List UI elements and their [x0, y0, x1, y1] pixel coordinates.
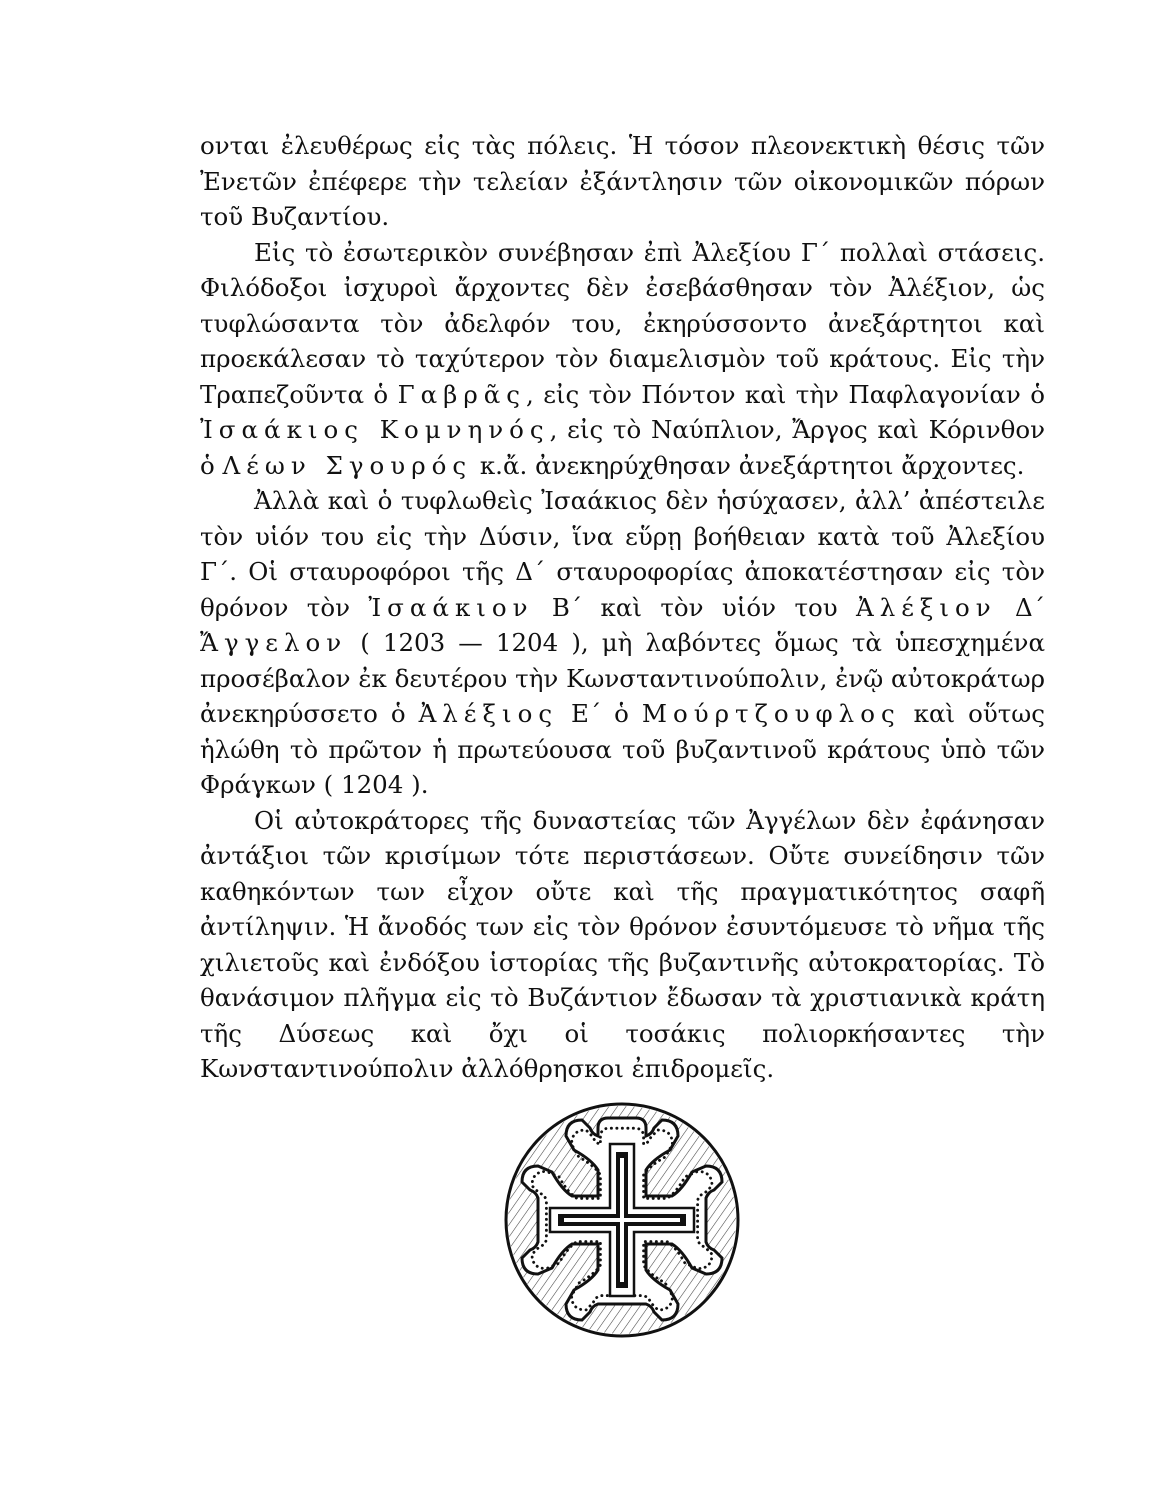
text-run: Εἰς τὸ ἐσωτερικὸν συνέβησαν ἐπὶ Ἀλεξίου Γ΄ πολλαὶ στάσεις. Φιλόδοξοι ἰσχυροὶ ἄρχοντες δὲν ἐσεβάσθησαν τὸν Ἀλέξιον, ὡς τυφλώσαντα τὸν ἀδελφόν του, ἐκηρύσσοντο ἀνεξάρτητοι καὶ προεκάλεσαν τὸ ταχύτερον τὸν διαμελισμὸν τοῦ κράτους. Εἰς τὴν Τραπεζοῦντα ὁ	[200, 237, 1045, 409]
spaced-name: Ἀλέξιον	[856, 592, 997, 622]
cross-seal-icon	[502, 1100, 742, 1340]
text-run: ονται ἐλευθέρως εἰς τὰς πόλεις. Ἡ τόσον πλεονεκτικὴ θέσις τῶν Ἐνετῶν ἐπέφερε τὴν τελείαν ἐξάντλησιν τῶν οἰκονομικῶν πόρων τοῦ Βυζαντίου.	[200, 131, 1045, 231]
spaced-name: Λέων Σγουρός	[222, 450, 473, 480]
paragraph	[200, 803, 1045, 1087]
text-run: , εἰς τὸ Ναύπλιον, Ἄργος καὶ Κόρινθον ὁ	[200, 415, 1045, 480]
spaced-name: Γαβρᾶς	[397, 379, 526, 409]
spaced-name: Ἰσαάκιον	[368, 592, 534, 622]
paragraph	[200, 235, 1045, 484]
text-run: Β΄ καὶ τὸν υἱόν του	[533, 592, 857, 622]
body-text	[200, 128, 1045, 1087]
spaced-name: Ἄγγελον	[200, 628, 348, 657]
spaced-name: Ἀλέξιος	[418, 699, 559, 728]
text-run: , εἰς τὸν Πόντον καὶ τὴν Παφλαγονίαν ὁ	[526, 379, 1045, 409]
text-run: Ἀλλὰ καὶ ὁ τυφλωθεὶς Ἰσαάκιος δὲν ἡσύχασεν, ἀλλ’ ἀπέστειλε τὸν υἱόν του εἰς τὴν Δύσιν, ἵνα εὕρῃ βοήθειαν κατὰ τοῦ Ἀλεξίου Γ΄. Οἱ σταυροφόροι τῆς Δ΄ σταυροφορίας ἀποκατέστησαν εἰς τὸν θρόνον τὸν	[200, 486, 1045, 622]
text-run: καὶ οὕτως ἡλώθη τὸ πρῶτον ἡ πρωτεύουσα τοῦ βυζαντινοῦ κράτους ὑπὸ τῶν Φράγκων ( 1204 ).	[200, 699, 1045, 799]
paragraph	[200, 483, 1045, 803]
spaced-name: Ἰσαάκιος Κομνηνός	[200, 415, 550, 444]
text-run: Ε΄ ὁ	[558, 699, 642, 728]
paragraph	[200, 128, 1045, 235]
seal-illustration	[502, 1100, 742, 1340]
text-run: Οἱ αὐτοκράτορες τῆς δυναστείας τῶν Ἀγγέλων δὲν ἐφάνησαν ἀντάξιοι τῶν κρισίμων τότε περιστάσεων. Οὔτε συνείδησιν τῶν καθηκόντων των εἶχον οὔτε καὶ τῆς πραγματικότητος σαφῆ ἀντίληψιν. Ἡ ἄνοδός των εἰς τὸν θρόνον ἐσυντόμευσε τὸ νῆμα τῆς χιλιετοῦς καὶ ἐνδόξου ἱστορίας τῆς βυζαντινῆς αὐτοκρατορίας. Τὸ θανάσιμον πλῆγμα εἰς τὸ Βυζάντιον ἔδωσαν τὰ χριστιανικὰ κράτη τῆς Δύσεως καὶ ὄχι οἱ τοσάκις πολιορκήσαντες τὴν Κωνσταντινούπολιν ἀλλόθρησκοι ἐπιδρομεῖς.	[200, 805, 1045, 1083]
text-run: Δ΄	[996, 592, 1046, 622]
text-run: κ.ἄ. ἀνεκηρύχθησαν ἀνεξάρτητοι ἄρχοντες.	[472, 450, 1025, 480]
spaced-name: Μούρτζουφλος	[641, 699, 901, 728]
text-run: ( 1203 — 1204 ), μὴ λαβόντες ὅμως τὰ ὑπεσχημένα προσέβαλον ἐκ δευτέρου τὴν Κωνσταντινούπολιν, ἐνῷ αὐτοκράτωρ ἀνεκηρύσσετο ὁ	[200, 628, 1045, 728]
